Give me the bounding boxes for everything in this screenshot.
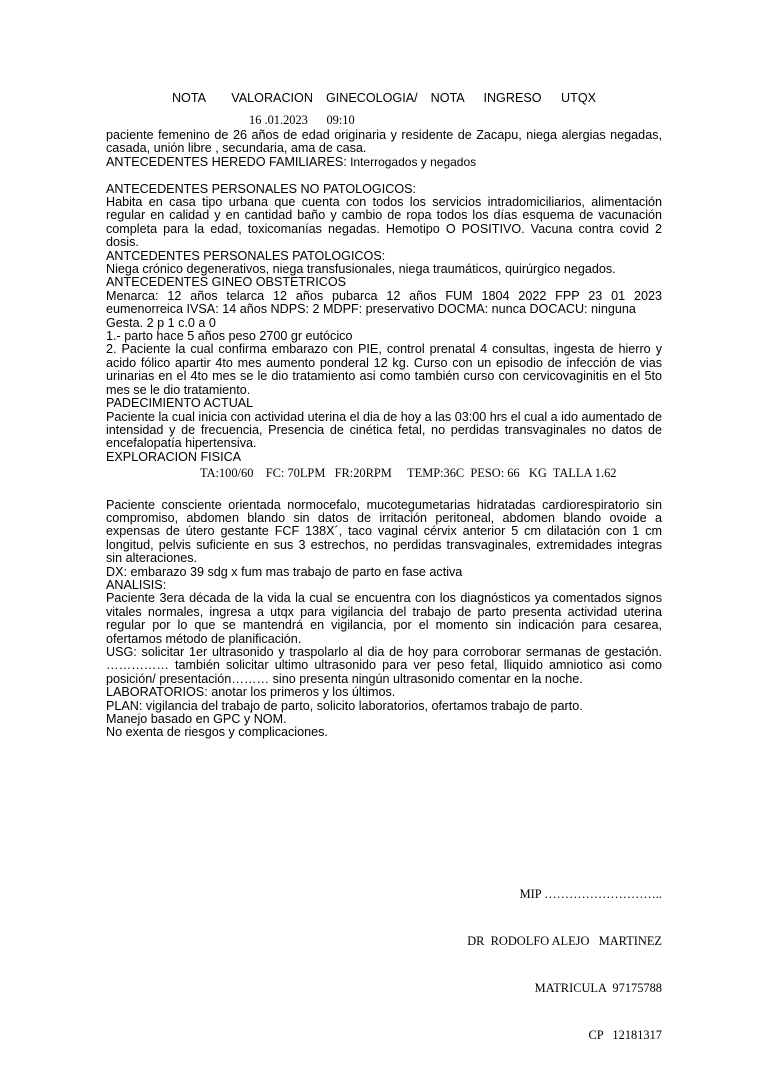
gineco-line: 2. Paciente la cual confirma embarazo con PIE, control prenatal 4 consultas, ingesta de hierro y acido fólico apartir 4to mes aumento ponderal 12 kg. Curso con un episodio de infección de vias urinarias en el 4to mes se le dio tratamiento asi como también curso con cervicovaginitis en el 5to mes se le dio tratamiento. [106,342,662,397]
note-datetime: 16 .01.2023 09:10 [249,113,355,127]
signature-block [467,856,662,1074]
usg-text: USG: solicitar 1er ultrasonido y traspolarlo al dia de hoy para corroborar sermanas de gestación. …………… también solicitar ultimo ultrasonido para ver peso fetal, lliquido amniotico asi como posición/ presentación……… sino presenta ningún ultrasonido comentar en la noche. [106,645,662,686]
gineco-line: 1.- parto hace 5 años peso 2700 gr eutócico [106,329,353,344]
note-body [106,129,662,740]
signature-doctor-name: DR RODOLFO ALEJO MARTINEZ [467,933,662,948]
signature-matricula: MATRICULA 97175788 [534,980,662,995]
gineco-line: Menarca: 12 años telarca 12 años pubarca 12 años FUM 1804 2022 FPP 23 01 2023 eumenorreica IVSA: 14 años NDPS: 2 MDPF: preservativo DOCMA: nunca DOCACU: ninguna [106,288,662,317]
heredo-section [106,156,662,169]
spacer [106,169,662,182]
gineco-line: Gesta. 2 p 1 c.0 a 0 [106,315,216,330]
signature-cp: CP 12181317 [588,1027,662,1042]
plan-text: PLAN: vigilancia del trabajo de parto, solicito laboratorios, ofertamos trabajo de parto. [106,698,583,713]
diagnosis: DX: embarazo 39 sdg x fum mas trabajo de parto en fase activa [106,564,463,579]
heredo-text: Interrogados y negados [346,154,477,169]
exploracion-heading: EXPLORACION FISICA [106,449,242,464]
exploracion-text: Paciente consciente orientada normocefalo, mucotegumetarias hidratadas cardiorespiratorio sin compromiso, abdomen blando sin datos de irritación peritoneal, abdomen blando ovoide a expensas de útero gestante FCF 138X´, taco vaginal cérvix anterior 5 cm dilatación con 1 cm longitud, pelvis suficiente en sus 3 estrechos, no perdidas transvaginales, extremidades integras sin alteraciones. [106,497,662,566]
patient-intro: paciente femenino de 26 años de edad originaria y residente de Zacapu, niega alergias negadas, casada, unión libre , secundaria, ama de casa. [106,128,662,156]
heredo-heading: ANTECEDENTES HEREDO FAMILIARES: [106,154,347,169]
no-patologicos-text: Habita en casa tipo urbana que cuenta con todos los servicios intradomiciliarios, alimentación regular en calidad y en cantidad baño y cambio de ropa todos los días esquema de vacunación completa para la edad, toxicomanías negadas. Hemotipo O POSITIVO. Vacuna contra covid 2 dosis. [106,195,662,250]
no-patologicos-heading: ANTECEDENTES PERSONALES NO PATOLOGICOS: [106,181,417,196]
laboratorios-text: LABORATORIOS: anotar los primeros y los últimos. [106,685,396,700]
vital-signs: TA:100/60 FC: 70LPM FR:20RPM TEMP:36C PESO: 66 KG TALLA 1.62 [200,466,617,481]
padecimiento-text: Paciente la cual inicia con actividad uterina el dia de hoy a las 03:00 hrs el cual a ido aumentado de intensidad y de frecuencia, Presencia de cinética fetal, no perdidas transvaginales no datos de encefalopatía hipertensiva. [106,409,662,451]
analisis-heading: ANALISIS: [106,577,167,592]
riesgos-text: No exenta de riesgos y complicaciones. [106,725,328,740]
manejo-text: Manejo basado en GPC y NOM. [106,712,287,727]
patologicos-text: Niega crónico degenerativos, niega transfusionales, niega traumáticos, quirúrgico negados. [106,262,616,277]
analisis-text: Paciente 3era década de la vida la cual se encuentra con los diagnósticos ya comentados signos vitales normales, ingresa a utqx para vigilancia del trabajo de parto presenta actividad uterina regular por lo que se mantendrá en vigilancia, por el momento sin indicación para cesarea, ofertamos método de planificación. [106,591,662,646]
document-title: NOTA VALORACION GINECOLOGIA/ NOTA INGRESO UTQX [171,91,597,105]
padecimiento-heading: PADECIMIENTO ACTUAL [106,396,254,411]
signature-mip: MIP ……………………….. [519,887,662,902]
gineco-heading: ANTECEDENTES GINEO OBSTETRICOS [106,275,347,290]
patologicos-heading: ANTCEDENTES PERSONALES PATOLOGICOS: [106,248,386,263]
